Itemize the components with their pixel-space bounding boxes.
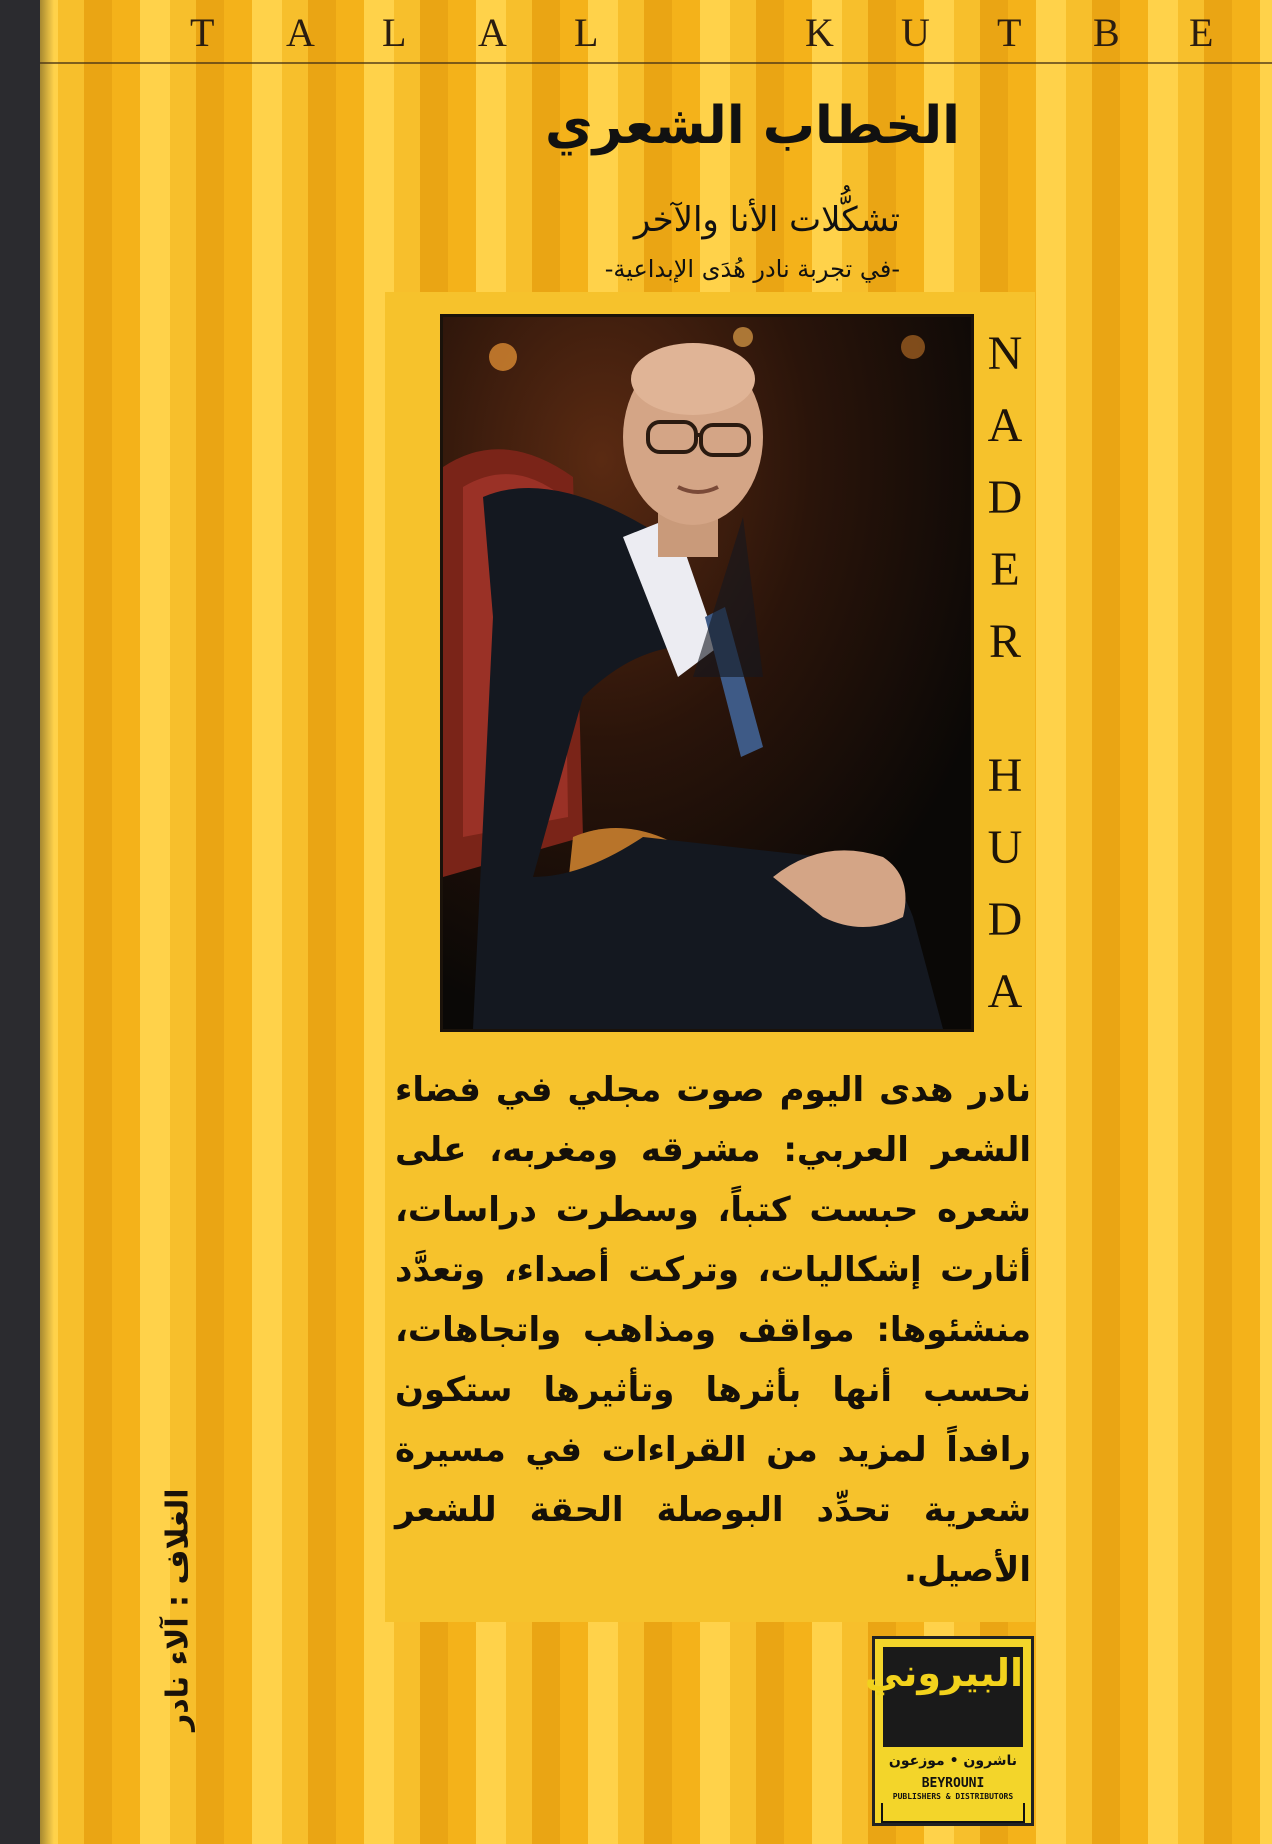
book-subsubtitle: -في تجربة نادر هُدَى الإبداعية- (604, 255, 900, 283)
publisher-tagline: ناشرون • موزعون (888, 1753, 1018, 1769)
header-letter: L (574, 9, 599, 55)
book-spine (0, 0, 40, 1844)
spine-shadow (40, 0, 54, 1844)
name-letter: D (987, 471, 1023, 524)
book-title: الخطاب الشعري (545, 96, 960, 156)
header-rule (40, 62, 1272, 64)
publisher-name-en: BEYROUNI (921, 1776, 985, 1791)
name-letter: R (988, 615, 1021, 668)
name-letter: U (987, 821, 1023, 874)
header-letter: U (901, 9, 930, 55)
header-letter: A (286, 9, 315, 55)
name-letter: A (987, 965, 1023, 1018)
header-letter: T (997, 9, 1022, 55)
name-letter: N (987, 327, 1023, 380)
author-photo (440, 314, 974, 1032)
header-letter: E (1189, 9, 1214, 55)
author-name-header (190, 8, 1214, 56)
header-letter: T (190, 9, 215, 55)
cover-credit: الغلاف : آلاء نادر (160, 1488, 196, 1732)
header-letter: A (478, 9, 507, 55)
portrait-illustration (443, 317, 971, 1029)
name-letter: H (987, 749, 1023, 802)
header-letter: L (382, 9, 407, 55)
publisher-logo (864, 1636, 1034, 1826)
publisher-name-english (881, 1777, 1025, 1803)
header-letter: B (1093, 9, 1120, 55)
publisher-line-en: PUBLISHERS & DISTRIBUTORS (892, 1792, 1014, 1801)
publisher-name-arabic: البيروني (864, 1651, 1023, 1695)
name-letter: E (990, 543, 1020, 596)
name-letter: A (987, 399, 1023, 452)
header-letter: K (805, 9, 834, 55)
vertical-author-name (975, 318, 1035, 1034)
book-subtitle: تشكُّلات الأنا والآخر (633, 200, 900, 240)
name-letter: D (987, 893, 1023, 946)
blurb-text: نادر هدى اليوم صوت مجلي في فضاء الشعر العربي: مشرقه ومغربه، على شعره حبست كتباً، وسطرت دراسات، أثارت إشكاليات، وتركت أصداء، وتعدَّد منشئوها: مواقف ومذاهب واتجاهات، نحسب أنها بأثرها وتأثيرها ستكون رافداً لمزيد من القراءات في مسيرة شعرية تحدِّد البوصلة الحقة للشعر الأصيل. (395, 1070, 1031, 1590)
